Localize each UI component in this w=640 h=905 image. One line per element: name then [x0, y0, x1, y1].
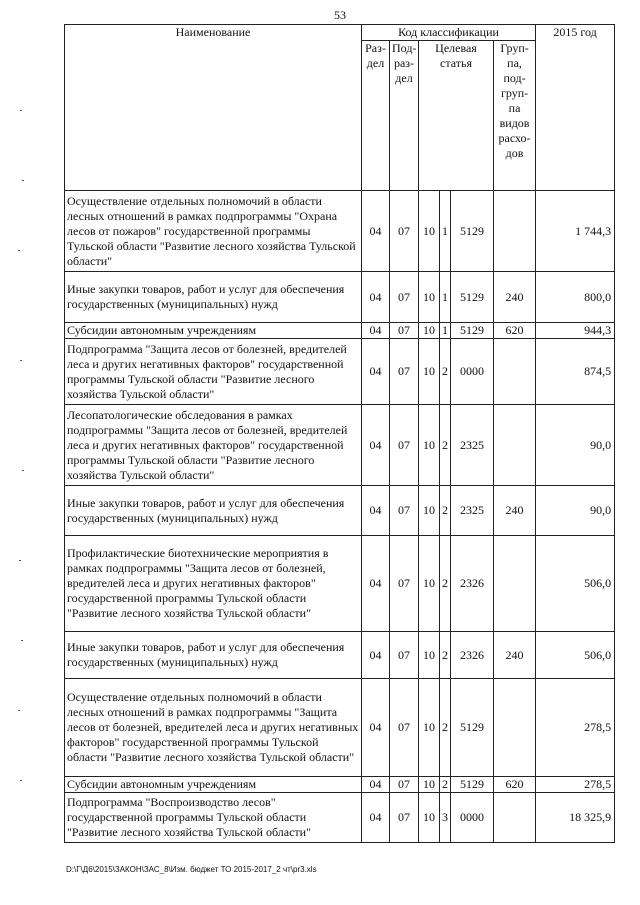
row-expense-group — [494, 679, 536, 777]
row-name: Иные закупки товаров, работ и услуг для обеспечения государственных (муниципальных) нужд — [65, 632, 362, 679]
row-target-code: 5129 — [451, 191, 494, 272]
row-subsection: 07 — [390, 793, 419, 843]
row-amount: 506,0 — [536, 536, 615, 632]
row-amount: 18 325,9 — [536, 793, 615, 843]
row-target-code: 2325 — [451, 405, 494, 486]
row-section: 04 — [362, 536, 390, 632]
page-number: 53 — [334, 8, 346, 22]
file-path-footer: D:\Г\Д6\2015\ЗАКОН\ЗАС_8\Изм. бюджет ТО 2015-2017_2 чт\pr3.xls — [66, 865, 317, 874]
row-subsection: 07 — [390, 536, 419, 632]
row-target-program: 10 — [419, 632, 440, 679]
row-expense-group — [494, 339, 536, 405]
row-name: Иные закупки товаров, работ и услуг для обеспечения государственных (муниципальных) нужд — [65, 272, 362, 323]
row-subsection: 07 — [390, 679, 419, 777]
row-target-subprogram: 1 — [440, 272, 451, 323]
table-row — [65, 339, 615, 405]
row-section: 04 — [362, 405, 390, 486]
header-section: Раз- дел — [362, 41, 390, 191]
row-target-subprogram: 1 — [440, 323, 451, 339]
row-amount: 1 744,3 — [536, 191, 615, 272]
row-name: Осуществление отдельных полномочий в области лесных отношений в рамках подпрограммы "Охрана лесов от пожаров" государственной программы Тульской области "Развитие лесного хозяйства Тульской области" — [65, 191, 362, 272]
row-amount: 278,5 — [536, 777, 615, 793]
table-row — [65, 486, 615, 536]
row-target-code: 5129 — [451, 777, 494, 793]
row-target-program: 10 — [419, 339, 440, 405]
row-target-subprogram: 3 — [440, 793, 451, 843]
row-target-program: 10 — [419, 191, 440, 272]
row-expense-group: 240 — [494, 272, 536, 323]
row-name: Иные закупки товаров, работ и услуг для обеспечения государственных (муниципальных) нужд — [65, 486, 362, 536]
row-section: 04 — [362, 679, 390, 777]
header-code-group: Код классификации — [362, 25, 536, 41]
row-expense-group: 620 — [494, 777, 536, 793]
row-target-program: 10 — [419, 405, 440, 486]
row-target-subprogram: 2 — [440, 486, 451, 536]
row-name: Лесопатологические обследования в рамках подпрограммы "Защита лесов от болезней, вредителей леса и других негативных факторов" государственной программы Тульской области "Развитие лесного хозяйства Тульской области" — [65, 405, 362, 486]
row-name: Субсидии автономным учреждениям — [65, 777, 362, 793]
row-name: Осуществление отдельных полномочий в области лесных отношений в рамках подпрограммы "Защита лесов от болезней, вредителей леса и других негативных факторов" государственной программы Тульской области "Развитие лесного хозяйства Тульской области" — [65, 679, 362, 777]
row-section: 04 — [362, 191, 390, 272]
row-section: 04 — [362, 323, 390, 339]
row-section: 04 — [362, 486, 390, 536]
row-target-subprogram: 1 — [440, 191, 451, 272]
row-name: Подпрограмма "Воспроизводство лесов" государственной программы Тульской области "Развитие лесного хозяйства Тульской области" — [65, 793, 362, 843]
row-amount: 506,0 — [536, 632, 615, 679]
row-section: 04 — [362, 339, 390, 405]
row-target-code: 5129 — [451, 679, 494, 777]
row-subsection: 07 — [390, 339, 419, 405]
row-subsection: 07 — [390, 486, 419, 536]
row-name: Подпрограмма "Защита лесов от болезней, вредителей леса и других негативных факторов" государственной программы Тульской области "Развитие лесного хозяйства Тульской области" — [65, 339, 362, 405]
row-expense-group: 620 — [494, 323, 536, 339]
row-name: Субсидии автономным учреждениям — [65, 323, 362, 339]
row-target-program: 10 — [419, 793, 440, 843]
row-target-program: 10 — [419, 536, 440, 632]
row-amount: 800,0 — [536, 272, 615, 323]
row-subsection: 07 — [390, 191, 419, 272]
row-expense-group — [494, 793, 536, 843]
row-amount: 278,5 — [536, 679, 615, 777]
row-section: 04 — [362, 272, 390, 323]
table-row — [65, 777, 615, 793]
row-target-code: 2326 — [451, 536, 494, 632]
table-row — [65, 793, 615, 843]
row-expense-group — [494, 405, 536, 486]
row-target-code: 5129 — [451, 323, 494, 339]
row-target-subprogram: 2 — [440, 339, 451, 405]
row-target-code: 2326 — [451, 632, 494, 679]
row-amount: 874,5 — [536, 339, 615, 405]
row-target-program: 10 — [419, 679, 440, 777]
row-target-program: 10 — [419, 323, 440, 339]
table-row — [65, 191, 615, 272]
row-expense-group — [494, 191, 536, 272]
row-section: 04 — [362, 632, 390, 679]
table-row — [65, 405, 615, 486]
row-subsection: 07 — [390, 272, 419, 323]
header-name: Наименование — [65, 25, 362, 191]
table-row — [65, 536, 615, 632]
row-target-code: 2325 — [451, 486, 494, 536]
budget-table — [64, 24, 615, 843]
row-section: 04 — [362, 777, 390, 793]
row-target-program: 10 — [419, 272, 440, 323]
row-amount: 944,3 — [536, 323, 615, 339]
row-name: Профилактические биотехнические мероприятия в рамках подпрограммы "Защита лесов от болезней, вредителей леса и других негативных факторов" государственной программы Тульской области "Развитие лесного хозяйства Тульской области" — [65, 536, 362, 632]
row-target-program: 10 — [419, 486, 440, 536]
row-subsection: 07 — [390, 777, 419, 793]
row-subsection: 07 — [390, 323, 419, 339]
row-expense-group — [494, 536, 536, 632]
row-target-subprogram: 2 — [440, 632, 451, 679]
table-row — [65, 679, 615, 777]
row-target-subprogram: 2 — [440, 777, 451, 793]
row-expense-group: 240 — [494, 632, 536, 679]
row-target-subprogram: 2 — [440, 405, 451, 486]
header-target: Целевая статья — [419, 41, 494, 191]
row-section: 04 — [362, 793, 390, 843]
header-subsection: Под- раз- дел — [390, 41, 419, 191]
row-amount: 90,0 — [536, 405, 615, 486]
table-row — [65, 272, 615, 323]
row-target-code: 0000 — [451, 793, 494, 843]
row-expense-group: 240 — [494, 486, 536, 536]
row-target-code: 0000 — [451, 339, 494, 405]
row-amount: 90,0 — [536, 486, 615, 536]
row-target-subprogram: 2 — [440, 679, 451, 777]
row-target-code: 5129 — [451, 272, 494, 323]
header-group: Груп- па, под- груп- па видов расхо- дов — [494, 41, 536, 191]
header-year: 2015 год — [536, 25, 615, 191]
table-row — [65, 632, 615, 679]
row-target-subprogram: 2 — [440, 536, 451, 632]
row-target-program: 10 — [419, 777, 440, 793]
row-subsection: 07 — [390, 405, 419, 486]
table-row — [65, 323, 615, 339]
row-subsection: 07 — [390, 632, 419, 679]
